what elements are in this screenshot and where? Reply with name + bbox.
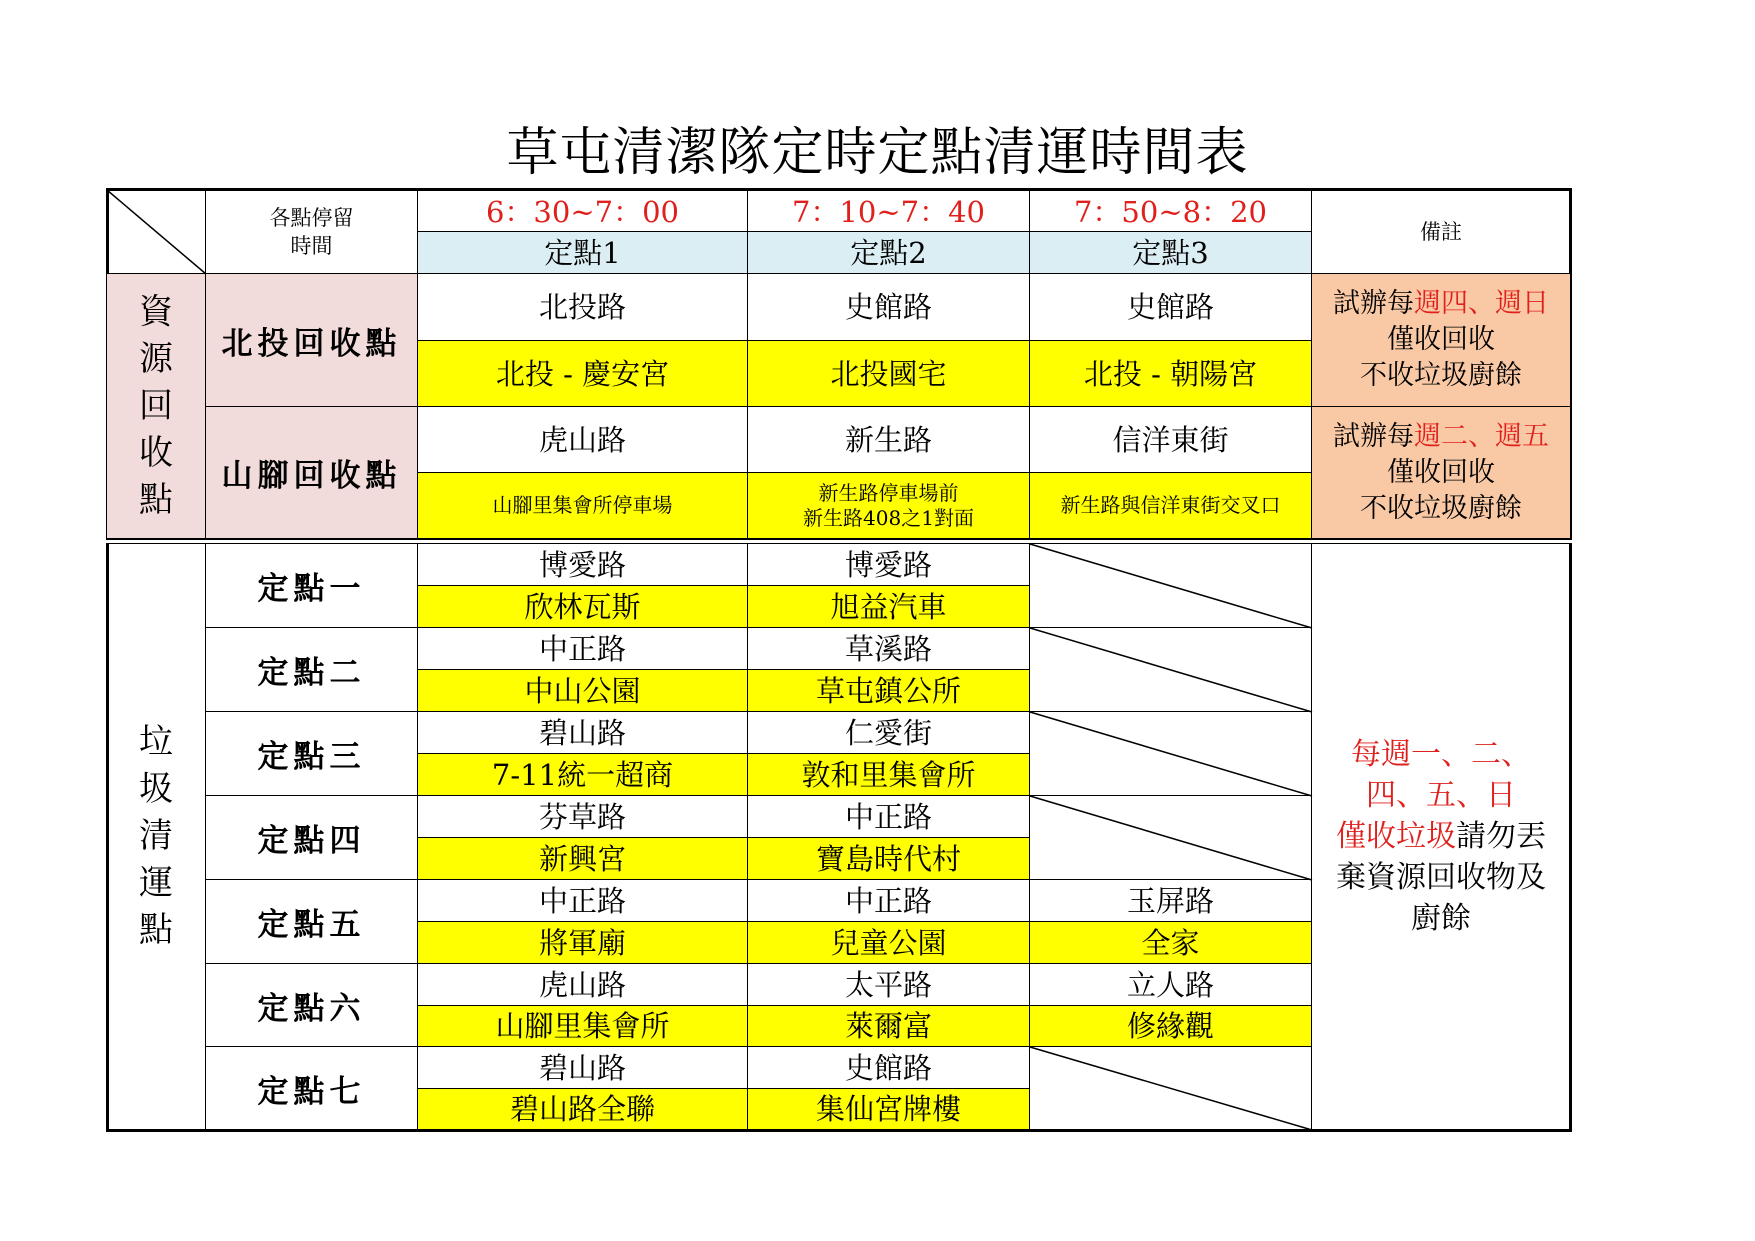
place-cell: 修緣觀	[1030, 1006, 1312, 1047]
note-line: 不收垃圾廚餘	[1360, 492, 1522, 524]
section-char: 回	[139, 385, 173, 426]
section-char: 資	[139, 291, 173, 332]
garbage-point-name: 定點六	[206, 964, 418, 1047]
stay-time-label: 各點停留	[269, 205, 354, 230]
place-cell: 寶島時代村	[748, 838, 1030, 880]
road-cell: 草溪路	[748, 628, 1030, 670]
road-cell: 博愛路	[748, 544, 1030, 586]
section-char: 清	[139, 816, 173, 856]
place-cell: 山腳里集會所停車場	[418, 473, 748, 539]
place-cell: 新生路與信洋東街交叉口	[1030, 473, 1312, 539]
road-cell: 碧山路	[418, 1047, 748, 1089]
page-title: 草屯清潔隊定時定點清運時間表	[506, 123, 1249, 183]
garbage-point-name: 定點一	[206, 544, 418, 628]
road-cell: 仁愛街	[748, 712, 1030, 754]
garbage-point-name: 定點四	[206, 796, 418, 880]
garbage-point-name: 定點七	[206, 1047, 418, 1130]
place-cell: 欣林瓦斯	[418, 586, 748, 628]
road-cell: 太平路	[748, 964, 1030, 1006]
road-cell: 碧山路	[418, 712, 748, 754]
note-line: 四、五、日	[1366, 778, 1516, 813]
section-char: 源	[139, 338, 173, 379]
road-cell: 史館路	[748, 274, 1030, 341]
empty-cell-diagonal	[1030, 796, 1312, 880]
note-line: 每週一、二、	[1351, 737, 1531, 772]
empty-cell-diagonal	[1030, 628, 1312, 712]
road-cell: 玉屏路	[1030, 880, 1312, 922]
note-text: 試辦每	[1333, 288, 1414, 319]
place-cell: 北投 - 慶安宮	[418, 341, 748, 407]
section-char: 點	[139, 479, 173, 520]
road-cell: 中正路	[748, 880, 1030, 922]
road-cell: 史館路	[748, 1047, 1030, 1089]
note-days: 週四、週日	[1414, 288, 1549, 319]
road-cell: 虎山路	[418, 407, 748, 473]
note-line: 不收垃圾廚餘	[1360, 360, 1522, 391]
note-line: 僅收回收	[1387, 324, 1495, 355]
place-cell: 草屯鎮公所	[748, 670, 1030, 712]
point-header-1: 定點1	[418, 232, 748, 274]
section-char: 圾	[139, 769, 173, 809]
recycling-point-name: 北投回收點	[206, 274, 418, 407]
note-days: 週二、週五	[1414, 420, 1549, 452]
road-cell: 新生路	[748, 407, 1030, 473]
section-char: 點	[139, 910, 173, 950]
note-red: 僅收垃圾	[1336, 819, 1456, 854]
remarks-header: 備註	[1312, 190, 1571, 274]
place-cell: 萊爾富	[748, 1006, 1030, 1047]
place-line: 新生路408之1對面	[803, 505, 974, 530]
road-cell: 立人路	[1030, 964, 1312, 1006]
road-cell: 信洋東街	[1030, 407, 1312, 473]
road-cell: 中正路	[418, 880, 748, 922]
place-cell: 7-11統一超商	[418, 754, 748, 796]
note-line: 廚餘	[1411, 901, 1471, 936]
place-cell: 碧山路全聯	[418, 1089, 748, 1130]
note-text: 請勿丟	[1456, 819, 1546, 854]
corner-diagonal	[107, 190, 206, 274]
recycling-point-name: 山腳回收點	[206, 407, 418, 539]
place-cell: 兒童公園	[748, 922, 1030, 964]
place-cell: 敦和里集會所	[748, 754, 1030, 796]
point-header-3: 定點3	[1030, 232, 1312, 274]
place-cell: 集仙宮牌樓	[748, 1089, 1030, 1130]
time-slot-1: 6：30~7：00	[418, 190, 748, 232]
road-cell: 博愛路	[418, 544, 748, 586]
place-cell: 旭益汽車	[748, 586, 1030, 628]
road-cell: 中正路	[748, 796, 1030, 838]
stay-time-label: 時間	[290, 233, 333, 258]
section-char: 垃	[139, 722, 173, 762]
place-line: 新生路停車場前	[818, 480, 959, 505]
road-cell: 史館路	[1030, 274, 1312, 341]
garbage-point-name: 定點二	[206, 628, 418, 712]
place-cell: 新興宮	[418, 838, 748, 880]
road-cell: 虎山路	[418, 964, 748, 1006]
road-cell: 北投路	[418, 274, 748, 341]
place-cell: 全家	[1030, 922, 1312, 964]
point-header-2: 定點2	[748, 232, 1030, 274]
time-slot-2: 7：10~7：40	[748, 190, 1030, 232]
section-char: 收	[139, 432, 173, 473]
road-cell: 中正路	[418, 628, 748, 670]
place-cell: 山腳里集會所	[418, 1006, 748, 1047]
garbage-point-name: 定點三	[206, 712, 418, 796]
empty-cell-diagonal	[1030, 712, 1312, 796]
time-slot-3: 7：50~8：20	[1030, 190, 1312, 232]
note-line: 棄資源回收物及	[1336, 860, 1546, 895]
place-cell: 將軍廟	[418, 922, 748, 964]
empty-cell-diagonal	[1030, 1047, 1312, 1130]
empty-cell-diagonal	[1030, 544, 1312, 628]
road-cell: 芬草路	[418, 796, 748, 838]
place-cell: 北投國宅	[748, 341, 1030, 407]
note-text: 試辦每	[1333, 420, 1414, 452]
note-line: 僅收回收	[1387, 456, 1495, 488]
place-cell: 中山公園	[418, 670, 748, 712]
section-char: 運	[139, 863, 173, 903]
place-cell: 北投 - 朝陽宮	[1030, 341, 1312, 407]
garbage-point-name: 定點五	[206, 880, 418, 964]
